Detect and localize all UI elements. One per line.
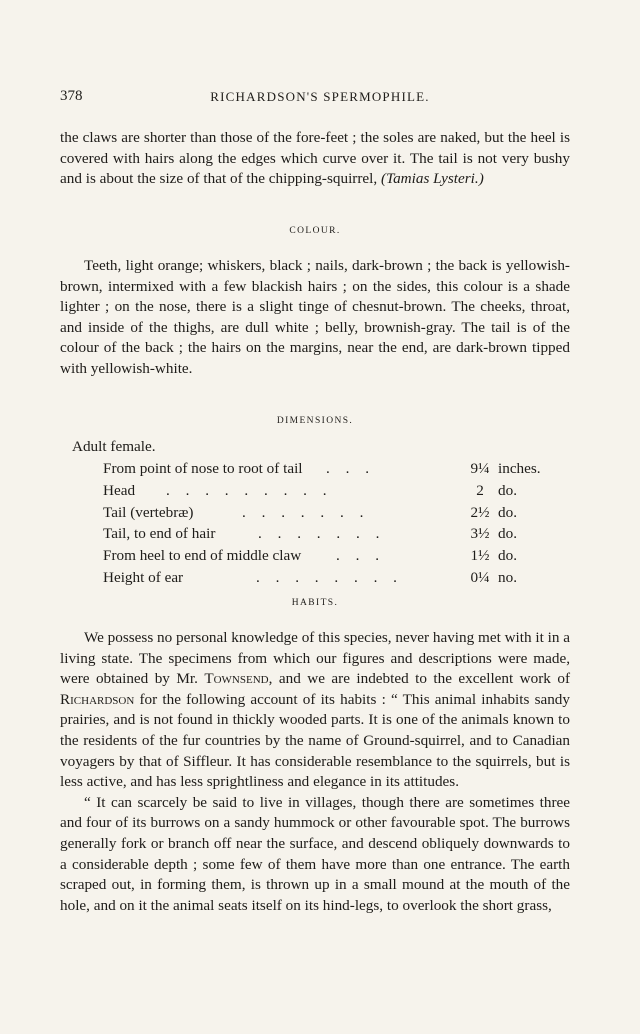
- habits-heading: HABITS.: [291, 598, 339, 608]
- dimension-label: Height of ear: [103, 568, 184, 586]
- dimension-value: 2: [476, 481, 484, 499]
- dimension-row: [72, 482, 572, 504]
- dimension-leader-dots: . . . . . . . .: [256, 568, 397, 586]
- dimension-unit: inches.: [498, 460, 541, 477]
- habits-p1-part-c: for the following account of its habits : “ This animal inhabits sandy prairies, and is not found in thickly wooded parts. It is one of the animals known to the residents of the fur countries by the name of Ground-squirrel, and to Canadian voyagers by that of Siffleur. It has considerable resemblance to the squirrels, but is less active, and has less sprightliness and elegance in its attitudes.: [60, 690, 570, 791]
- intro-paragraph: [60, 128, 570, 190]
- name-richardson: Richardson: [60, 690, 135, 708]
- dimensions-rows: [72, 460, 572, 591]
- habits-section: [60, 628, 570, 916]
- dimension-value: 1½: [470, 547, 490, 565]
- dimension-value: 0¼: [470, 568, 490, 586]
- dimension-unit: do.: [498, 547, 517, 565]
- running-title: RICHARDSON'S SPERMOPHILE.: [210, 89, 430, 104]
- dimension-value: 2½: [470, 503, 490, 521]
- dimension-leader-dots: . . . . . . .: [258, 525, 380, 543]
- intro-text: the claws are shorter than those of the fore-feet ; the soles are naked, but the heel is covered with hairs along the edges which curve over it. The tail is not very bushy and is about the size of that of the chipping-squirrel,: [60, 129, 570, 188]
- page-header: [60, 88, 580, 108]
- dimension-leader-dots: . . . . . . . . .: [166, 481, 327, 499]
- dimension-unit: no.: [498, 568, 517, 586]
- dimension-value: 3½: [470, 525, 490, 543]
- dimension-unit: do.: [498, 481, 517, 499]
- dimension-row: [72, 547, 572, 569]
- dimensions-table: [72, 438, 572, 591]
- dimension-label: Tail (vertebræ): [103, 503, 194, 521]
- colour-section: [60, 256, 570, 380]
- dimension-label: From point of nose to root of tail: [103, 460, 303, 477]
- habits-p1-part-a: We possess no personal knowledge of this species, never having met with it in a living state. The specimens from which our figures and descriptions were made, were obtained by Mr.: [60, 629, 570, 688]
- dimension-leader-dots: . . .: [326, 460, 369, 477]
- dimension-leader-dots: . . .: [336, 547, 379, 565]
- dimension-row: [72, 525, 572, 547]
- dimension-row: [72, 569, 572, 591]
- dimensions-subject: Adult female.: [72, 438, 156, 455]
- colour-paragraph: Teeth, light orange; whiskers, black ; nails, dark-brown ; the back is yellowish-brown, intermixed with a few blackish hairs ; on the sides, this colour is a shade lighter ; on the nose, there is a slight tinge of chesnut-brown. The cheeks, throat, and inside of the thighs, are dull white ; belly, brownish-gray. The tail is of the colour of the back ; the hairs on the margins, near the end, are dark-brown tipped with yellowish-white.: [60, 257, 570, 377]
- dimension-value: 9¼: [470, 460, 490, 477]
- habits-paragraph-2: “ It can scarcely be said to live in villages, though there are sometimes three and four of its burrows on a sandy hummock or other favourable spot. The burrows generally fork or branch off near the surface, and descend obliquely downwards to a considerable depth ; some few of them have more than one entrance. The earth scraped out, in forming them, is thrown up in a small mound at the mouth of the hole, and on it the animal seats itself on its hind-legs, to overlook the short grass,: [60, 793, 570, 914]
- dimension-leader-dots: . . . . . . .: [242, 503, 364, 521]
- page-number: 378: [60, 88, 83, 104]
- name-townsend: Townsend: [204, 670, 269, 688]
- habits-paragraph-1: [60, 628, 570, 793]
- habits-p1-part-b: , and we are indebted to the excellent work of: [268, 670, 570, 688]
- colour-heading: COLOUR.: [289, 226, 341, 236]
- dimension-row: [72, 460, 572, 482]
- dimension-label: From heel to end of middle claw: [103, 547, 302, 565]
- dimension-label: Head: [103, 481, 136, 499]
- dimensions-heading: DIMENSIONS.: [276, 416, 354, 426]
- dimension-unit: do.: [498, 503, 517, 521]
- intro-species-name: (Tamias Lysteri.): [380, 170, 484, 188]
- dimension-label: Tail, to end of hair: [103, 525, 216, 543]
- dimension-unit: do.: [498, 525, 517, 543]
- dimension-row: [72, 504, 572, 526]
